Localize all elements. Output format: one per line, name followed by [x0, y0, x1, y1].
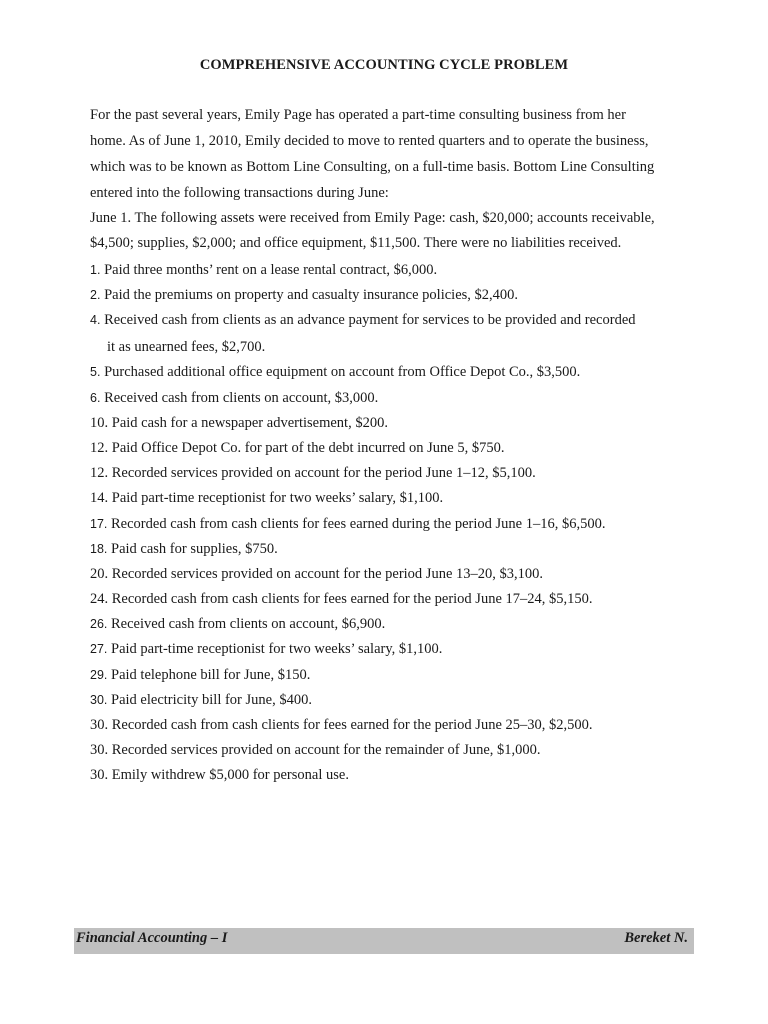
transaction-text: Recorded cash from cash clients for fees earned for the period June 17–24, $5,150.: [111, 591, 593, 608]
transaction-text: Received cash from clients as an advance payment for services to be provided and recorded: [104, 312, 636, 329]
transaction-day: 17.: [90, 516, 108, 531]
transaction-day: 18.: [90, 541, 108, 556]
transaction-text: Recorded cash from cash clients for fees earned for the period June 25–30, $2,500.: [111, 717, 593, 733]
transaction-continuation: it as unearned fees, $2,700.: [107, 338, 266, 355]
transaction-item: [90, 486, 700, 511]
transaction-item: [90, 386, 700, 411]
transaction-text: Purchased additional office equipment on account from Office Depot Co., $3,500.: [104, 364, 581, 381]
transaction-item: [90, 360, 700, 385]
transaction-day: 24.: [90, 591, 109, 608]
transaction-text: Paid cash for a newspaper advertisement, $200.: [111, 414, 388, 431]
transaction-text: Recorded services provided on account for the period June 1–12, $5,100.: [111, 465, 536, 482]
transaction-text: Paid Office Depot Co. for part of the debt incurred on June 5, $750.: [111, 439, 505, 456]
transaction-item: [90, 562, 700, 587]
transaction-item: [90, 713, 700, 738]
transaction-text: Recorded services provided on account for the remainder of June, $1,000.: [111, 742, 541, 759]
transaction-item: [90, 512, 700, 537]
transaction-item: [90, 763, 700, 788]
transaction-item: [90, 537, 700, 562]
transaction-list: [90, 258, 700, 789]
transaction-item: [90, 612, 700, 637]
transaction-item: [90, 461, 700, 486]
transaction-day: 26.: [90, 617, 108, 632]
transaction-text: Paid telephone bill for June, $150.: [111, 666, 311, 683]
transaction-text: Emily withdrew $5,000 for personal use.: [111, 767, 349, 784]
transaction-day: 12.: [90, 439, 109, 456]
june-1-line: $4,500; supplies, $2,000; and office equipment, $11,500. There were no liabilities received.: [90, 235, 622, 251]
transaction-day: 12.: [90, 465, 109, 482]
transaction-text: Recorded cash from cash clients for fees earned during the period June 1–16, $6,500.: [111, 515, 606, 532]
june-1-line: June 1. The following assets were received from Emily Page: cash, $20,000; accounts receivable,: [90, 210, 655, 226]
transaction-day: 10.: [90, 414, 109, 431]
transaction-item: [90, 587, 700, 612]
transaction-day: 30.: [90, 692, 108, 707]
intro-line: entered into the following transactions during June:: [90, 185, 389, 201]
intro-paragraph: [90, 102, 686, 206]
transaction-text: Paid electricity bill for June, $400.: [111, 691, 312, 708]
transaction-item: [90, 663, 700, 688]
transaction-day: 27.: [90, 642, 108, 657]
footer-course-title: Financial Accounting – I: [76, 930, 228, 946]
transaction-text: Paid the premiums on property and casualty insurance policies, $2,400.: [104, 287, 519, 304]
transaction-day: 6.: [90, 390, 101, 405]
june-1-entry: [90, 206, 690, 256]
transaction-day: 2.: [90, 288, 101, 303]
transaction-text: Received cash from clients on account, $6,900.: [111, 616, 386, 633]
page-title: COMPREHENSIVE ACCOUNTING CYCLE PROBLEM: [199, 57, 569, 73]
transaction-day: 20.: [90, 565, 109, 582]
page-footer: [74, 928, 694, 954]
transaction-item: [90, 738, 700, 763]
transaction-text: Paid cash for supplies, $750.: [111, 540, 278, 557]
transaction-day: 14.: [90, 490, 109, 507]
footer-author: Bereket N.: [624, 930, 688, 946]
transaction-day: 5.: [90, 365, 101, 380]
transaction-text: Paid part-time receptionist for two weeks’ salary, $1,100.: [111, 490, 444, 507]
transaction-text: Paid part-time receptionist for two weeks’ salary, $1,100.: [111, 641, 443, 658]
intro-line: which was to be known as Bottom Line Consulting, on a full-time basis. Bottom Line Consulting: [90, 159, 655, 175]
transaction-text: Paid three months’ rent on a lease rental contract, $6,000.: [104, 262, 438, 278]
intro-line: For the past several years, Emily Page has operated a part-time consulting business from her: [90, 107, 626, 123]
transaction-item: [90, 308, 700, 360]
transaction-day: 30.: [90, 767, 109, 784]
transaction-item: [90, 637, 700, 662]
intro-line: home. As of June 1, 2010, Emily decided to move to rented quarters and to operate the business,: [90, 133, 649, 149]
transaction-item: [90, 411, 700, 436]
transaction-text: Recorded services provided on account for the period June 13–20, $3,100.: [111, 565, 544, 582]
transaction-item: [90, 688, 700, 713]
transaction-item: [90, 258, 700, 283]
transaction-text: Received cash from clients on account, $3,000.: [104, 389, 379, 406]
transaction-day: 4.: [90, 313, 101, 328]
transaction-day: 29.: [90, 667, 108, 682]
transaction-day: 30.: [90, 742, 109, 759]
transaction-item: [90, 283, 700, 308]
transaction-day: 30.: [90, 717, 109, 733]
transaction-day: 1.: [90, 263, 101, 277]
transaction-item: [90, 436, 700, 461]
